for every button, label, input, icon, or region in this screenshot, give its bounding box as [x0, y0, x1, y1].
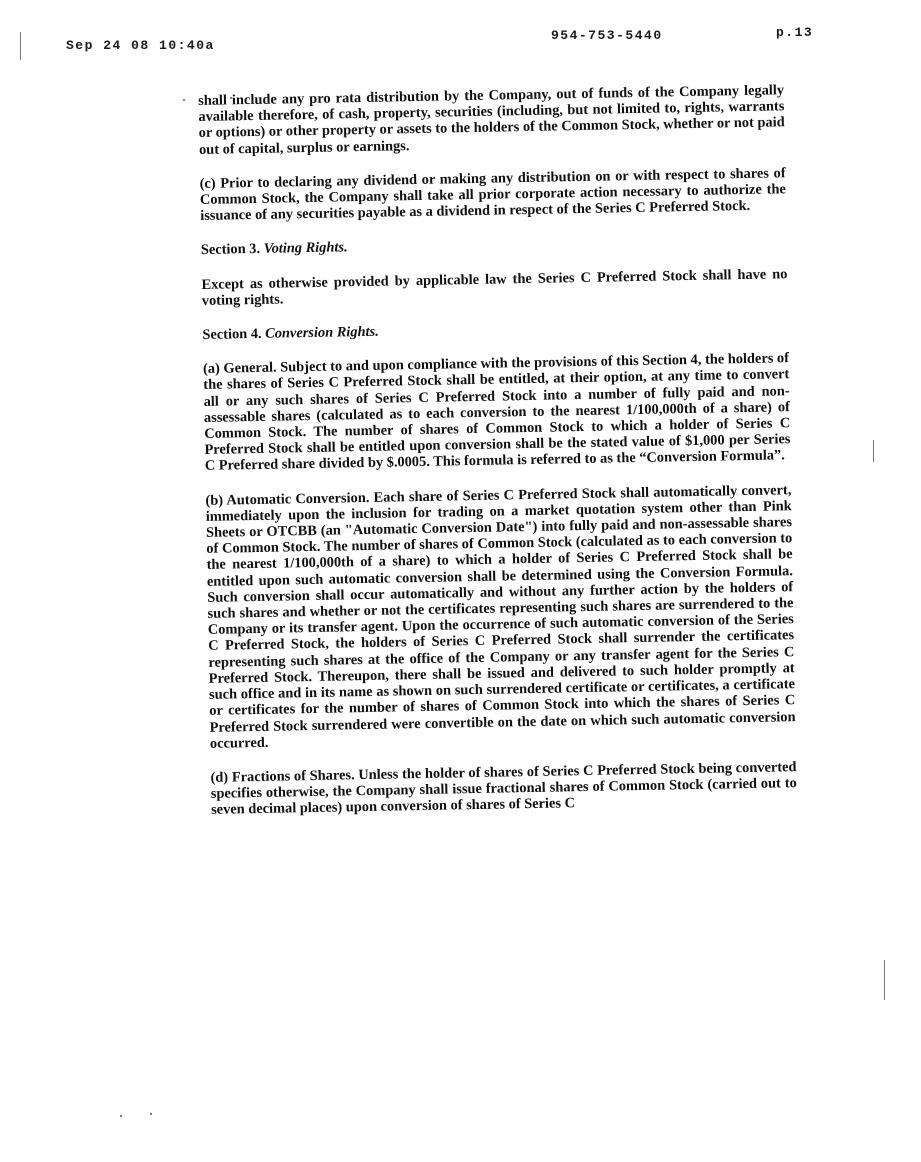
scan-artifact-dot [150, 1113, 152, 1115]
paragraph-4a: (a) General. Subject to and upon compliance with the provisions of this Section 4, the holders of the shares of Series C Preferred Stock shall be entitled, at their option, at any time to convert all or any such shares of Series C Preferred Stock into a number of fully paid and non-assessable shares (calculated as to each conversion to the nearest 1/100,000th of a share) of Common Stock. The number of shares of Common Stock to which a holder of Series C Preferred Stock shall be entitled upon conversion shall be the stated value of $1,000 per Series C Preferred share divided by $.0005. This formula is referred to as the “Conversion Formula”. [202, 350, 791, 475]
section-3-text: Except as otherwise provided by applicable law the Series C Preferred Stock shall have no voting rights. [201, 265, 788, 309]
section-4-heading [202, 316, 788, 343]
section-3-number: Section 3. [200, 241, 264, 259]
fax-header [0, 24, 921, 53]
paragraph-4d: (d) Fractions of Shares. Unless the holder of shares of Series C Preferred Stock being converted specifies otherwise, the Company shall issue fractional shares of Common Stock (carried out to seven decimal places) upon conversion of shares of Series C [210, 759, 797, 819]
section-3-heading [201, 232, 787, 259]
section-4-title: Conversion Rights. [265, 323, 379, 342]
scan-artifact-dot [120, 1115, 122, 1117]
scan-artifact-right-edge [873, 440, 874, 462]
scan-artifact-left-edge [20, 32, 21, 60]
continuation-paragraph: shall include any pro rata distribution by the Company, out of funds of the Company legally available therefore, of cash, property, securities (including, but not limited to, rights, warrants or options) or other property or assets to the holders of the Common Stock, whether or not paid out of capital, surplus or earnings. [198, 82, 785, 158]
section-4-number: Section 4. [202, 325, 266, 343]
paragraph-4b: (b) Automatic Conversion. Each share of Series C Preferred Stock shall automatically convert, immediately upon the inclusion for trading on a market quotation system other than Pink Sheets or OTCBB (an "Automatic Conversion Date") into fully paid and non-assessable shares of Common Stock. The number of shares of Common Stock (calculated as to each conversion to the nearest 1/100,000th of a share) to which a holder of Series C Preferred Stock shall be entitled upon such automatic conversion shall be determined using the Conversion Formula. Such conversion shall occur automatically and without any further action by the holders of such shares and whether or not the certificates representing such shares are surrendered to the Company or its transfer agent. Upon the occurrence of such automatic conversion of the Series C Preferred Stock, the holders of Series C Preferred Stock shall surrender the certificates representing such shares at the office of the Company or any transfer agent for the Series C Preferred Stock. Thereupon, there shall be issued and delivered to such holder promptly at such office and in its name as shown on such surrendered certificate or certificates, a certificate or certificates for the number of shares of Common Stock into which the shares of Series C Preferred Stock surrendered were convertible on the date on which such automatic conversion occurred. [205, 481, 796, 752]
paragraph-c: (c) Prior to declaring any dividend or making any distribution on or with respect to shares of Common Stock, the Company shall take all prior corporate action necessary to authorize the issuance of any securities payable as a dividend in respect of the Series C Preferred Stock. [199, 165, 787, 225]
fax-date-time: Sep 24 08 10:40a [66, 38, 215, 53]
scan-artifact-dot [183, 99, 185, 101]
document-body [198, 82, 798, 836]
fax-page-number: p.13 [776, 25, 814, 40]
section-3-title: Voting Rights. [263, 239, 348, 258]
scan-artifact-right-edge-lower [884, 960, 885, 1000]
fax-phone-number: 954-753-5440 [551, 28, 663, 43]
